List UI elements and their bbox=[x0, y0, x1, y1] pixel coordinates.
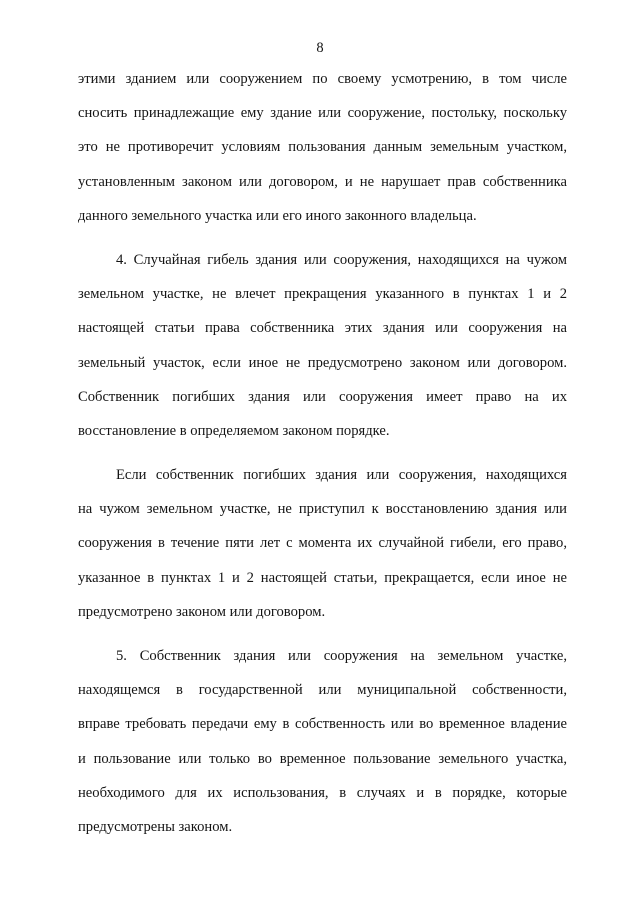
text-line: находящемся в государственной или муниципальной собственности, bbox=[78, 682, 567, 699]
document-body bbox=[78, 68, 567, 850]
text-line: предусмотрены законом. bbox=[78, 818, 233, 835]
paragraph-gap bbox=[78, 635, 567, 645]
text-line: установленным законом или договором, и не нарушает прав собственника bbox=[78, 173, 567, 190]
text-line: 4. Случайная гибель здания или сооружения, находящихся на чужом bbox=[116, 251, 567, 268]
text-line: Собственник погибших здания или сооружения имеет право на их bbox=[78, 388, 567, 405]
paragraph-gap bbox=[78, 454, 567, 464]
paragraph-1 bbox=[78, 68, 567, 239]
paragraph-gap bbox=[78, 239, 567, 249]
text-line: Если собственник погибших здания или сооружения, находящихся bbox=[116, 467, 567, 484]
text-line: сносить принадлежащие ему здание или сооружение, постольку, поскольку bbox=[78, 105, 567, 122]
text-line: восстановление в определяемом законом порядке. bbox=[78, 422, 390, 439]
text-line: указанное в пунктах 1 и 2 настоящей статьи, прекращается, если иное не bbox=[78, 569, 567, 586]
text-line: предусмотрено законом или договором. bbox=[78, 603, 326, 620]
text-line: это не противоречит условиям пользования данным земельным участком, bbox=[78, 139, 567, 156]
paragraph-3 bbox=[78, 464, 567, 635]
text-line: этими зданием или сооружением по своему усмотрению, в том числе bbox=[78, 71, 567, 87]
text-line: вправе требовать передачи ему в собственность или во временное владение bbox=[78, 716, 567, 733]
text-line: данного земельного участка или его иного законного владельца. bbox=[78, 207, 477, 224]
text-line: настоящей статьи права собственника этих здания или сооружения на bbox=[78, 320, 567, 337]
paragraph-4 bbox=[78, 645, 567, 850]
text-line: необходимого для их использования, в случаях и в порядке, которые bbox=[78, 784, 567, 801]
page-number: 8 bbox=[316, 40, 324, 56]
text-line: сооружения в течение пяти лет с момента их случайной гибели, его право, bbox=[78, 535, 567, 552]
text-line: на чужом земельном участке, не приступил к восстановлению здания или bbox=[78, 501, 567, 518]
text-line: земельном участке, не влечет прекращения указанного в пунктах 1 и 2 bbox=[78, 286, 567, 303]
text-line: 5. Собственник здания или сооружения на земельном участке, bbox=[116, 648, 567, 664]
paragraph-2 bbox=[78, 249, 567, 454]
text-line: земельный участок, если иное не предусмотрено законом или договором. bbox=[78, 354, 567, 371]
text-line: и пользование или только во временное пользование земельного участка, bbox=[78, 750, 567, 767]
